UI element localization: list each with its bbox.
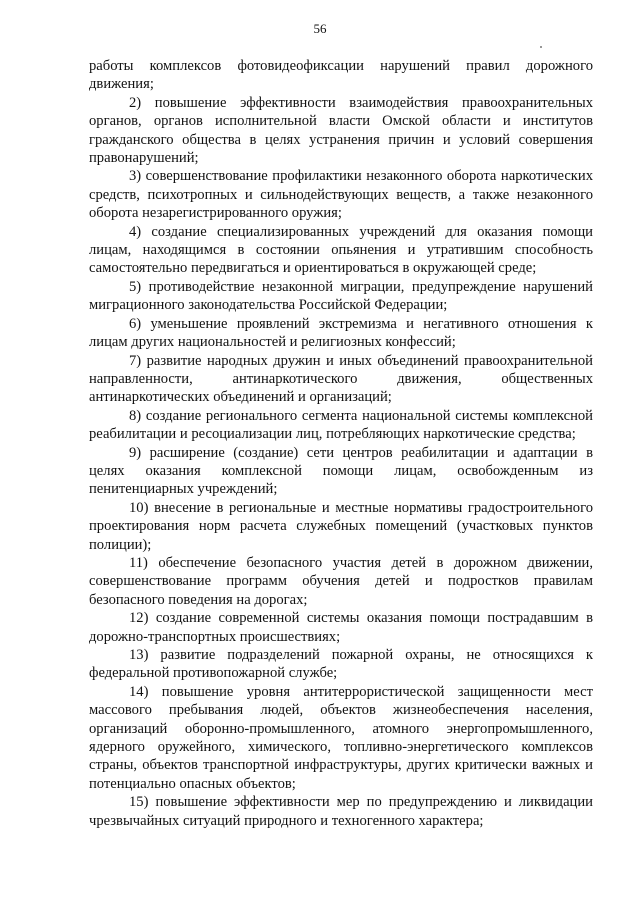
document-body [89, 57, 593, 830]
list-item-8: 8) создание регионального сегмента национальной системы комплексной реабилитации и ресоциализации лиц, потребляющих наркотические средства; [89, 407, 593, 443]
list-item-15: 15) повышение эффективности мер по предупреждению и ликвидации чрезвычайных ситуаций природного и техногенного характера; [89, 794, 593, 829]
scan-dot-mark [540, 46, 542, 48]
list-item-2: 2) повышение эффективности взаимодействия правоохранительных органов, органов исполнительной власти Омской области и институтов гражданского общества в целях устранения причин и условий совершения правонарушений; [89, 94, 593, 167]
list-item-10: 10) внесение в региональные и местные нормативы градостроительного проектирования норм расчета служебных помещений (участковых пунктов полиции); [89, 499, 593, 553]
page-number: 56 [313, 21, 327, 36]
list-item-14: 14) повышение уровня антитеррористической защищенности мест массового пребывания людей, объектов жизнеобеспечения населения, организаций оборонно-промышленного, атомного энергопромышленного, ядерного оружейного, химического, топливно-энергетического комплексов страны, объектов транспортной инфраструктуры, других критически важных и потенциально опасных объектов; [89, 683, 593, 792]
paragraph-continuation: работы комплексов фотовидеофиксации нарушений правил дорожного движения; [89, 58, 593, 93]
list-item-13: 13) развитие подразделений пожарной охраны, не относящихся к федеральной противопожарной службе; [89, 647, 593, 682]
list-item-11: 11) обеспечение безопасного участия детей в дорожном движении, совершенствование программ обучения детей и подростков правилам безопасного поведения на дорогах; [89, 554, 593, 608]
list-item-7: 7) развитие народных дружин и иных объединений правоохранительной направленности, антинаркотического движения, общественных антинаркотических объединений и организаций; [89, 352, 593, 406]
list-item-5: 5) противодействие незаконной миграции, предупреждение нарушений миграционного законодательства Российской Федерации; [89, 278, 593, 314]
list-item-9: 9) расширение (создание) сети центров реабилитации и адаптации в целях оказания комплексной помощи лицам, освобожденным из пенитенциарных учреждений; [89, 444, 593, 498]
list-item-3: 3) совершенствование профилактики незаконного оборота наркотических средств, психотропных и сильнодействующих веществ, а также незаконного оборота незарегистрированного оружия; [89, 168, 593, 222]
list-item-6: 6) уменьшение проявлений экстремизма и негативного отношения к лицам других национальностей и религиозных конфессий; [89, 315, 593, 351]
list-item-12: 12) создание современной системы оказания помощи пострадавшим в дорожно-транспортных происшествиях; [89, 610, 593, 645]
list-item-4: 4) создание специализированных учреждений для оказания помощи лицам, находящимся в состоянии опьянения и утратившим способность самостоятельно передвигаться и ориентироваться в окружающей среде; [89, 223, 593, 277]
